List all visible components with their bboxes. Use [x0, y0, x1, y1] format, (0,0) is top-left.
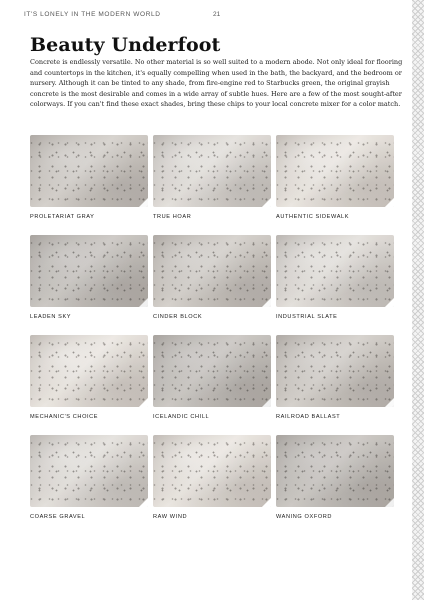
concrete-chip	[30, 135, 148, 207]
swatch-card	[153, 335, 271, 420]
concrete-chip	[30, 235, 148, 307]
swatch-label: INDUSTRIAL SLATE	[276, 314, 338, 320]
swatch-card	[30, 335, 148, 420]
concrete-chip	[276, 135, 394, 207]
swatch-card	[153, 235, 271, 320]
concrete-chip	[153, 135, 271, 207]
concrete-chip	[153, 335, 271, 407]
intro-paragraph: Concrete is endlessly versatile. No other material is so well suited to a modern abode. Not only ideal for flooring and countertops in the kitchen, it's equally compelling when used in the bath, the backyard, and the bedroom or nursery. Although it can be tinted to any shade, from fire-engine red to Starbucks green, the original grayish concrete is the most desirable and comes in a wide array of subtle hues. Here are a few of the most sought-after colorways. If you can't find these exact shades, bring these chips to your local concrete mixer for a color match.	[30, 58, 403, 108]
concrete-chip	[30, 435, 148, 507]
page-number: 21	[213, 11, 221, 18]
swatch-label: RAILROAD BALLAST	[276, 414, 341, 420]
swatch-label: MECHANIC'S CHOICE	[30, 414, 99, 420]
swatch-grid	[30, 135, 410, 525]
swatch-label: ICELANDIC CHILL	[153, 414, 210, 420]
swatch-card	[276, 235, 394, 320]
swatch-card	[153, 435, 271, 520]
swatch-card	[30, 435, 148, 520]
concrete-chip	[153, 235, 271, 307]
concrete-chip	[30, 335, 148, 407]
concrete-chip	[153, 435, 271, 507]
swatch-label: TRUE HOAR	[153, 214, 192, 220]
concrete-chip	[276, 235, 394, 307]
swatch-label: RAW WIND	[153, 514, 188, 520]
swatch-label: PROLETARIAT GRAY	[30, 214, 95, 220]
swatch-label: WANING OXFORD	[276, 514, 333, 520]
swatch-label: COARSE GRAVEL	[30, 514, 86, 520]
swatch-card	[153, 135, 271, 220]
swatch-label: AUTHENTIC SIDEWALK	[276, 214, 350, 220]
concrete-chip	[276, 435, 394, 507]
swatch-card	[276, 435, 394, 520]
swatch-label: LEADEN SKY	[30, 314, 72, 320]
page-edge-pattern	[412, 0, 424, 600]
concrete-chip	[276, 335, 394, 407]
swatch-card	[276, 335, 394, 420]
swatch-card	[276, 135, 394, 220]
running-head: IT'S LONELY IN THE MODERN WORLD	[24, 11, 161, 18]
swatch-card	[30, 135, 148, 220]
page-title: Beauty Underfoot	[30, 34, 221, 56]
swatch-label: CINDER BLOCK	[153, 314, 203, 320]
swatch-card	[30, 235, 148, 320]
